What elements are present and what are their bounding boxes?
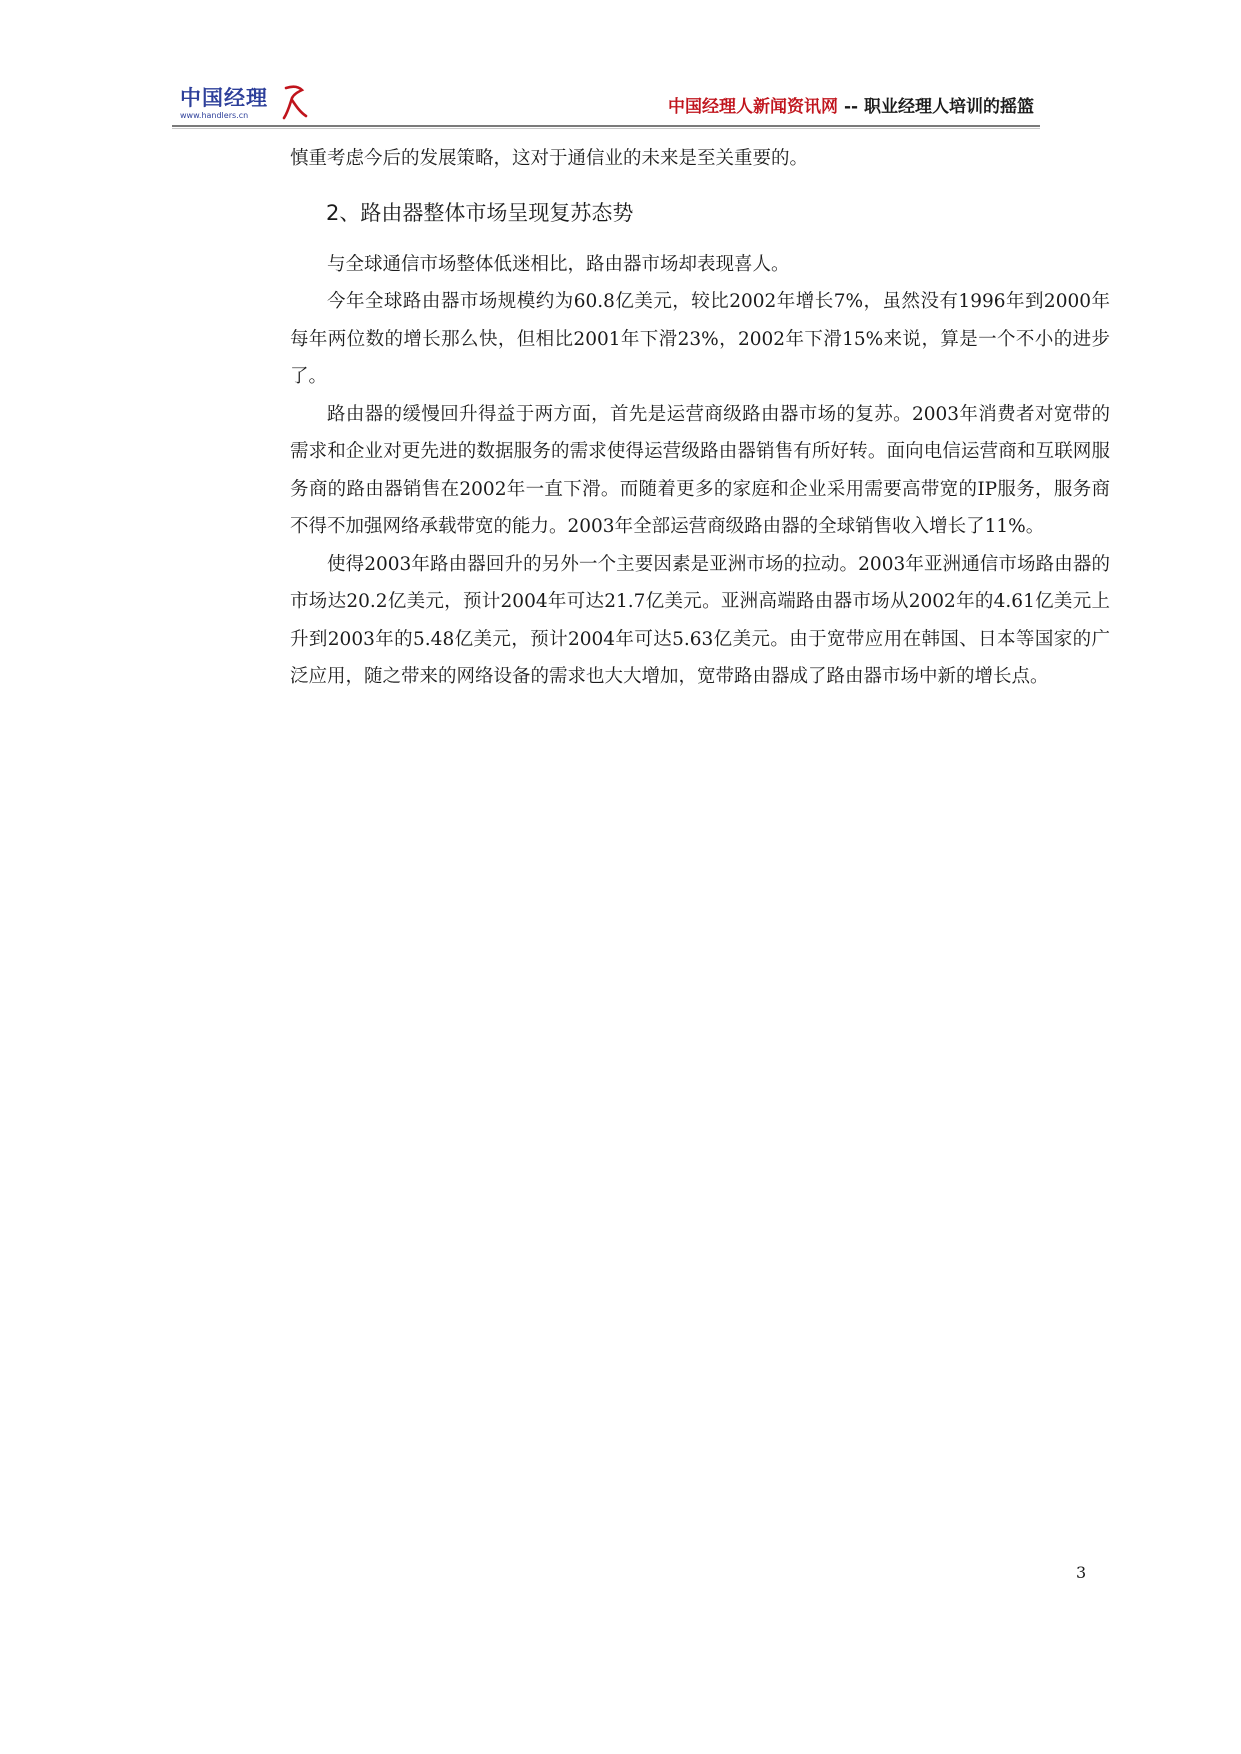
page-number: 3 bbox=[1076, 1563, 1087, 1582]
intro-continuation: 慎重考虑今后的发展策略，这对于通信业的未来是至关重要的。 bbox=[290, 148, 809, 169]
body-paragraph: 与全球通信市场整体低迷相比，路由器市场却表现喜人。 bbox=[327, 253, 790, 275]
header-divider bbox=[172, 125, 1040, 127]
site-logo[interactable] bbox=[180, 86, 310, 126]
document-body bbox=[290, 140, 1110, 696]
body-paragraph: 今年全球路由器市场规模约为60.8亿美元，较比2002年增长7%，虽然没有1996年到2000年每年两位数的增长那么快，但相比2001年下滑23%，2002年下滑15%来说，算是一个不小的进步了。 bbox=[290, 291, 1110, 387]
body-paragraph: 使得2003年路由器回升的另外一个主要因素是亚洲市场的拉动。2003年亚洲通信市场路由器的市场达20.2亿美元，预计2004年可达21.7亿美元。亚洲高端路由器市场从2002年的4.61亿美元上升到2003年的5.48亿美元，预计2004年可达5.63亿美元。由于宽带应用在韩国、日本等国家的广泛应用，随之带来的网络设备的需求也大大增加，宽带路由器成了路由器市场中新的增长点。 bbox=[290, 553, 1110, 687]
header-divider-thin bbox=[172, 128, 1040, 129]
header-title bbox=[668, 96, 1034, 118]
logo-url: www.handlers.cn bbox=[180, 111, 249, 120]
body-paragraph: 路由器的缓慢回升得益于两方面，首先是运营商级路由器市场的复苏。2003年消费者对宽带的需求和企业对更先进的数据服务的需求使得运营级路由器销售有所好转。面向电信运营商和互联网服务商的路由器销售在2002年一直下滑。而随着更多的家庭和企业采用需要高带宽的IP服务，服务商不得不加强网络承载带宽的能力。2003年全部运营商级路由器的全球销售收入增长了11%。 bbox=[290, 403, 1110, 537]
page-header bbox=[172, 80, 1040, 128]
site-slogan: 职业经理人培训的摇篮 bbox=[864, 97, 1034, 117]
logo-mark-icon bbox=[280, 84, 308, 122]
header-separator: -- bbox=[838, 97, 864, 117]
site-name[interactable]: 中国经理人新闻资讯网 bbox=[668, 97, 839, 117]
section-heading: 2、路由器整体市场呈现复苏态势 bbox=[326, 200, 634, 225]
logo-text: 中国经理 bbox=[180, 86, 268, 110]
